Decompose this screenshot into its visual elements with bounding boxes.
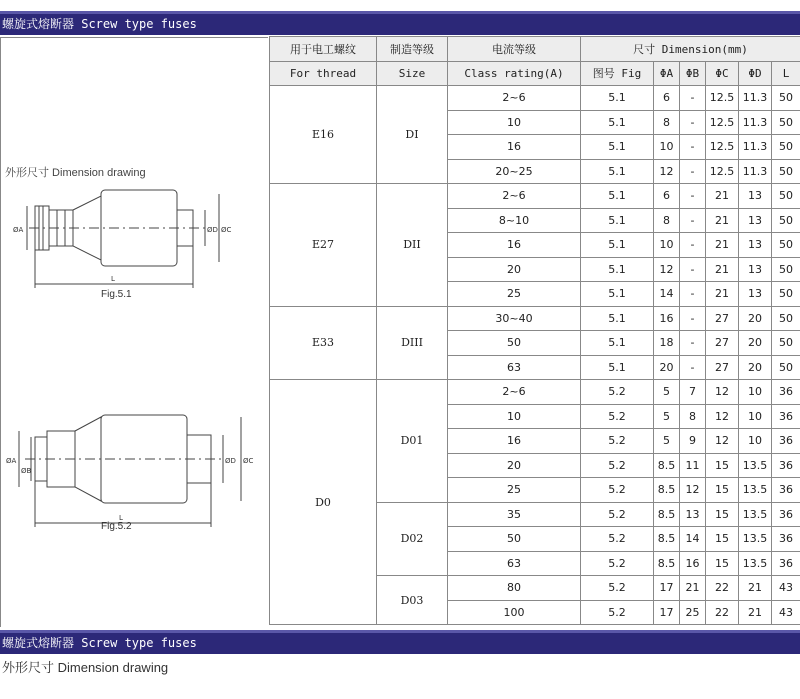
- b-cell: -: [680, 257, 706, 282]
- a-cell: 14: [654, 282, 680, 307]
- size-cell: DII: [377, 184, 448, 307]
- c-cell: 21: [706, 282, 739, 307]
- mark-b-2: ØB: [21, 467, 32, 475]
- rating-cell: 100: [448, 600, 581, 625]
- fig-5-1-label: Fig.5.1: [101, 289, 132, 300]
- fig-cell: 5.1: [581, 233, 654, 258]
- fig-cell: 5.2: [581, 380, 654, 405]
- table-row: [270, 306, 800, 331]
- size-cell: D03: [377, 576, 448, 625]
- c-cell: 21: [706, 208, 739, 233]
- b-cell: -: [680, 233, 706, 258]
- b-cell: 25: [680, 600, 706, 625]
- d-cell: 13.5: [739, 502, 772, 527]
- rating-cell: 10: [448, 404, 581, 429]
- c-cell: 27: [706, 355, 739, 380]
- d-cell: 10: [739, 404, 772, 429]
- c-cell: 15: [706, 453, 739, 478]
- a-cell: 12: [654, 159, 680, 184]
- b-cell: 13: [680, 502, 706, 527]
- fig-cell: 5.2: [581, 404, 654, 429]
- b-cell: -: [680, 135, 706, 160]
- a-cell: 16: [654, 306, 680, 331]
- thread-cell: E16: [270, 86, 377, 184]
- c-cell: 21: [706, 257, 739, 282]
- fig-5-2-label: Fig.5.2: [101, 521, 132, 532]
- l-cell: 50: [772, 282, 800, 307]
- l-cell: 50: [772, 184, 800, 209]
- fig-cell: 5.1: [581, 257, 654, 282]
- d-cell: 11.3: [739, 110, 772, 135]
- c-cell: 21: [706, 184, 739, 209]
- c-cell: 27: [706, 306, 739, 331]
- d-cell: 13: [739, 282, 772, 307]
- b-cell: 8: [680, 404, 706, 429]
- l-cell: 36: [772, 551, 800, 576]
- l-cell: 36: [772, 478, 800, 503]
- l-cell: 50: [772, 233, 800, 258]
- rating-cell: 63: [448, 355, 581, 380]
- l-cell: 50: [772, 159, 800, 184]
- rating-cell: 20: [448, 257, 581, 282]
- c-cell: 12.5: [706, 159, 739, 184]
- l-cell: 43: [772, 600, 800, 625]
- c-cell: 15: [706, 551, 739, 576]
- dimension-drawing-panel: [0, 37, 268, 627]
- a-cell: 18: [654, 331, 680, 356]
- rating-cell: 35: [448, 502, 581, 527]
- a-cell: 12: [654, 257, 680, 282]
- a-cell: 17: [654, 600, 680, 625]
- l-cell: 50: [772, 257, 800, 282]
- mark-c-2: ØC: [243, 457, 254, 465]
- header-c: ΦC: [706, 61, 739, 86]
- d-cell: 10: [739, 429, 772, 454]
- fig-cell: 5.2: [581, 453, 654, 478]
- rating-cell: 20~25: [448, 159, 581, 184]
- thread-cell: E33: [270, 306, 377, 380]
- d-cell: 13.5: [739, 478, 772, 503]
- b-cell: -: [680, 159, 706, 184]
- l-cell: 36: [772, 527, 800, 552]
- b-cell: -: [680, 331, 706, 356]
- thread-cell: E27: [270, 184, 377, 307]
- dimension-drawing-label: 外形尺寸 Dimension drawing: [5, 167, 146, 179]
- d-cell: 13: [739, 184, 772, 209]
- l-cell: 36: [772, 429, 800, 454]
- footer-subtitle: 外形尺寸 Dimension drawing: [2, 660, 169, 675]
- fig-cell: 5.2: [581, 576, 654, 601]
- header-thread-en: For thread: [270, 61, 377, 86]
- l-cell: 36: [772, 502, 800, 527]
- size-cell: DIII: [377, 306, 448, 380]
- rating-cell: 30~40: [448, 306, 581, 331]
- fig-cell: 5.1: [581, 110, 654, 135]
- table-row: [270, 86, 800, 111]
- mark-a: ØA: [13, 226, 24, 234]
- d-cell: 20: [739, 355, 772, 380]
- mark-d: ØD: [207, 226, 218, 234]
- mark-l: L: [111, 275, 115, 283]
- mark-c: ØC: [221, 226, 232, 234]
- header-dimension: 尺寸 Dimension(mm): [581, 37, 800, 62]
- c-cell: 21: [706, 233, 739, 258]
- rating-cell: 2~6: [448, 184, 581, 209]
- fig-cell: 5.1: [581, 86, 654, 111]
- c-cell: 12: [706, 380, 739, 405]
- c-cell: 22: [706, 600, 739, 625]
- a-cell: 20: [654, 355, 680, 380]
- fig-cell: 5.1: [581, 208, 654, 233]
- l-cell: 36: [772, 453, 800, 478]
- c-cell: 12.5: [706, 110, 739, 135]
- c-cell: 15: [706, 502, 739, 527]
- l-cell: 50: [772, 110, 800, 135]
- fig-cell: 5.1: [581, 282, 654, 307]
- rating-cell: 10: [448, 110, 581, 135]
- fig-cell: 5.2: [581, 478, 654, 503]
- d-cell: 10: [739, 380, 772, 405]
- header-rating-en: Class rating(A): [448, 61, 581, 86]
- rating-cell: 25: [448, 282, 581, 307]
- header-d: ΦD: [739, 61, 772, 86]
- header-size-cn: 制造等级: [377, 37, 448, 62]
- rating-cell: 2~6: [448, 380, 581, 405]
- rating-cell: 16: [448, 135, 581, 160]
- a-cell: 8.5: [654, 502, 680, 527]
- fig-cell: 5.1: [581, 355, 654, 380]
- mark-l-2: L: [119, 514, 123, 522]
- c-cell: 12.5: [706, 86, 739, 111]
- fuse-spec-table: [269, 36, 800, 625]
- b-cell: 11: [680, 453, 706, 478]
- d-cell: 20: [739, 306, 772, 331]
- b-cell: 21: [680, 576, 706, 601]
- header-title-bar: [0, 11, 800, 35]
- l-cell: 36: [772, 404, 800, 429]
- fig-cell: 5.2: [581, 527, 654, 552]
- b-cell: -: [680, 306, 706, 331]
- c-cell: 15: [706, 478, 739, 503]
- a-cell: 5: [654, 380, 680, 405]
- size-cell: DI: [377, 86, 448, 184]
- b-cell: -: [680, 208, 706, 233]
- d-cell: 13.5: [739, 551, 772, 576]
- a-cell: 8: [654, 208, 680, 233]
- c-cell: 22: [706, 576, 739, 601]
- header-fig: 图号 Fig: [581, 61, 654, 86]
- b-cell: -: [680, 355, 706, 380]
- fig-cell: 5.1: [581, 184, 654, 209]
- l-cell: 50: [772, 86, 800, 111]
- rating-cell: 50: [448, 331, 581, 356]
- l-cell: 50: [772, 306, 800, 331]
- rating-cell: 8~10: [448, 208, 581, 233]
- d-cell: 13: [739, 208, 772, 233]
- thread-cell: D0: [270, 380, 377, 625]
- table-row: [270, 184, 800, 209]
- rating-cell: 16: [448, 429, 581, 454]
- size-cell: D02: [377, 502, 448, 576]
- d-cell: 13.5: [739, 453, 772, 478]
- b-cell: -: [680, 282, 706, 307]
- rating-cell: 20: [448, 453, 581, 478]
- fig-cell: 5.2: [581, 502, 654, 527]
- fig-cell: 5.1: [581, 159, 654, 184]
- rating-cell: 16: [448, 233, 581, 258]
- c-cell: 15: [706, 527, 739, 552]
- fig-cell: 5.2: [581, 429, 654, 454]
- c-cell: 12.5: [706, 135, 739, 160]
- header-rating-cn: 电流等级: [448, 37, 581, 62]
- a-cell: 10: [654, 233, 680, 258]
- header-thread-cn: 用于电工螺纹: [270, 37, 377, 62]
- b-cell: -: [680, 184, 706, 209]
- header-b: ΦB: [680, 61, 706, 86]
- d-cell: 11.3: [739, 135, 772, 160]
- fig-cell: 5.1: [581, 135, 654, 160]
- rating-cell: 80: [448, 576, 581, 601]
- d-cell: 20: [739, 331, 772, 356]
- a-cell: 5: [654, 404, 680, 429]
- d-cell: 11.3: [739, 159, 772, 184]
- d-cell: 13.5: [739, 527, 772, 552]
- mark-a-2: ØA: [6, 457, 17, 465]
- d-cell: 13: [739, 257, 772, 282]
- l-cell: 50: [772, 331, 800, 356]
- header-title: 螺旋式熔断器 Screw type fuses: [2, 17, 197, 31]
- l-cell: 50: [772, 135, 800, 160]
- d-cell: 21: [739, 576, 772, 601]
- header-l: L: [772, 61, 800, 86]
- fig-cell: 5.2: [581, 551, 654, 576]
- b-cell: 14: [680, 527, 706, 552]
- c-cell: 12: [706, 404, 739, 429]
- rating-cell: 2~6: [448, 86, 581, 111]
- footer-title: 螺旋式熔断器 Screw type fuses: [2, 636, 197, 650]
- b-cell: -: [680, 86, 706, 111]
- l-cell: 50: [772, 208, 800, 233]
- mark-d-2: ØD: [225, 457, 236, 465]
- fig-cell: 5.2: [581, 600, 654, 625]
- d-cell: 13: [739, 233, 772, 258]
- a-cell: 8.5: [654, 478, 680, 503]
- l-cell: 43: [772, 576, 800, 601]
- fuse-spec-body: [270, 86, 800, 625]
- a-cell: 8.5: [654, 551, 680, 576]
- d-cell: 21: [739, 600, 772, 625]
- rating-cell: 50: [448, 527, 581, 552]
- a-cell: 5: [654, 429, 680, 454]
- l-cell: 50: [772, 355, 800, 380]
- a-cell: 6: [654, 86, 680, 111]
- b-cell: 7: [680, 380, 706, 405]
- b-cell: -: [680, 110, 706, 135]
- a-cell: 17: [654, 576, 680, 601]
- a-cell: 8.5: [654, 453, 680, 478]
- a-cell: 8.5: [654, 527, 680, 552]
- c-cell: 27: [706, 331, 739, 356]
- table-row: [270, 380, 800, 405]
- rating-cell: 25: [448, 478, 581, 503]
- l-cell: 36: [772, 380, 800, 405]
- rating-cell: 63: [448, 551, 581, 576]
- b-cell: 16: [680, 551, 706, 576]
- footer-title-bar: [0, 630, 800, 654]
- a-cell: 8: [654, 110, 680, 135]
- b-cell: 12: [680, 478, 706, 503]
- header-size-en: Size: [377, 61, 448, 86]
- d-cell: 11.3: [739, 86, 772, 111]
- header-a: ΦA: [654, 61, 680, 86]
- a-cell: 6: [654, 184, 680, 209]
- fig-cell: 5.1: [581, 306, 654, 331]
- size-cell: D01: [377, 380, 448, 503]
- b-cell: 9: [680, 429, 706, 454]
- a-cell: 10: [654, 135, 680, 160]
- c-cell: 12: [706, 429, 739, 454]
- fig-cell: 5.1: [581, 331, 654, 356]
